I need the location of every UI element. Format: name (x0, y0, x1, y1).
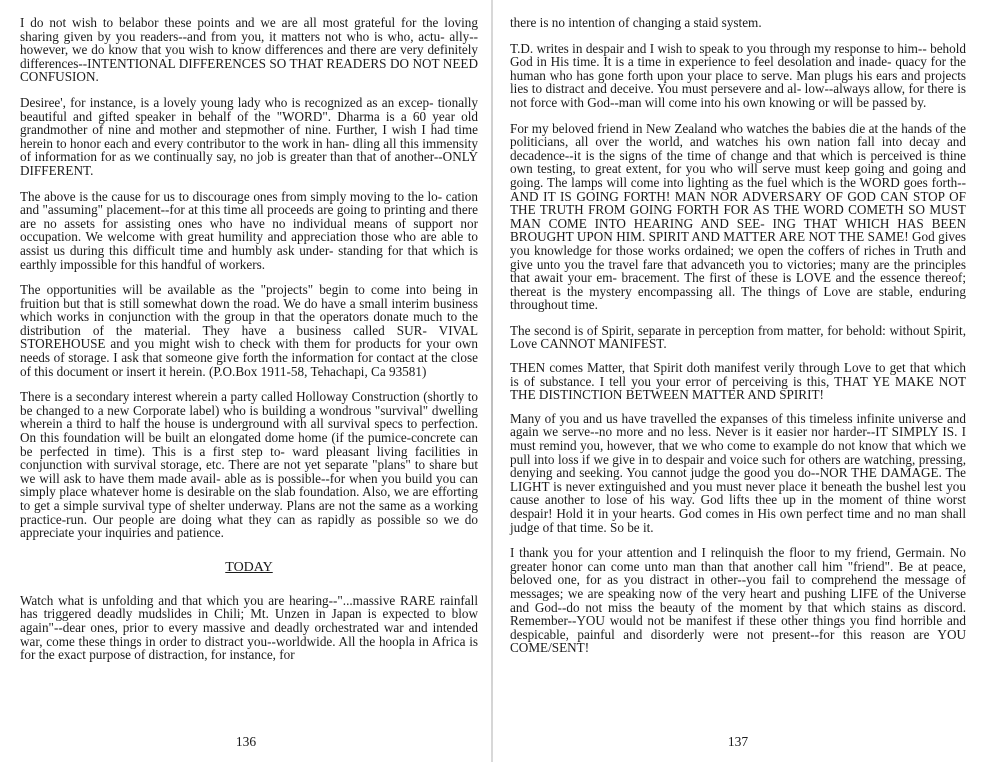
paragraph: The opportunities will be available as the "projects" begin to come into being in fruition but that is still somewhat down the road. We do have a small interim business which works in conjunction with the group in that the operators donate much to the distribution of the material. They have a business called SUR- VIVAL STOREHOUSE and you might wish to check with them for products for your own needs of storage. I ask that someone give forth the information for contact at the close of this document or insert it herein. (P.O.Box 1911-58, Tehachapi, Ca 93581) (20, 282, 478, 379)
paragraph: T.D. writes in despair and I wish to speak to you through my response to him-- behold God in His time. It is a time in experience to feel desolation and inade- quacy for the human who has gone forth upon your place to serve. Man plugs his ears and projects lies to distract and deceive. You must persevere and al- low--always allow, for there is not force with God--man will come into his own knowing or will be passed by. (510, 40, 966, 110)
paragraph: The second is of Spirit, separate in perception from matter, for behold: without Spirit, Love CANNOT MANIFEST. (510, 322, 966, 352)
paragraph: There is a secondary interest wherein a party called Holloway Construction (shortly to be changed to a new Corporate label) who is building a wondrous "survival" dwelling wherein a third to half the house is underground with all survival specs to perfection. On this foundation will be built an elongated dome home (if the pumice-concrete can be perfected in time). This is a first step to- ward pleasant living facilities in conjunction with survival storage, etc. There are not yet separate "plans" to share but we will ask to have them made avail- able as is possible--for when you build you can simply place whatever home is desirable on the slab foundation. Also, we are efforting to get a simple survival type of shelter underway. Plans are not the same as a working practice-run. Our people are doing what they can as rapidly as possible so we do appreciate your inquiries and patience. (20, 389, 478, 541)
page-number: 136 (235, 734, 257, 749)
paragraph: For my beloved friend in New Zealand who watches the babies die at the hands of the politicians, all over the world, and watches his own nation fall into decay and decadence--it is the signs of the time of change and that which is perceived is thine own testing, to great extent, for you who will serve must keep going and going and going. The lamps will come into lighting as the fuel which is the WORD goes forth--AND IT IS GOING FORTH! MAN NOR ADVERSARY OF GOD CAN STOP OF THE TRUTH FROM GOING FORTH FOR AS THE WORD COMETH SO MUST MAN COME INTO HEARING AND SEE- ING THAT WHICH HAS BEEN BROUGHT UPON HIM. SPIRIT AND MATTER ARE NOT THE SAME! God gives you knowledge for those works ordained; we open the coffers of riches in Truth and give unto you the travel fare that advanceth you to victories; many are the principles that await your em- bracement. The first of these is LOVE and the essence thereof; thereat is the mystery encompassing all. The things of Love are stable, enduring throughout time. (510, 120, 966, 313)
paragraph: Desiree', for instance, is a lovely young lady who is recognized as an excep- tionally beautiful and gifted speaker in behalf of the "WORD". Dharma is a 60 year old grandmother of nine and mother and stepmother of nine. Further, I wish I had time herein to honor each and every contributor to the work in han- dling all this immensity of information for as we continually say, no job is greater than that of another--ONLY DIFFERENT. (20, 94, 478, 178)
page-number: 137 (727, 734, 749, 749)
paragraph: THEN comes Matter, that Spirit doth manifest verily through Love to get that which is of substance. I tell you your error of perceiving is this, THAT YE MAKE NOT THE DISTINCTION BETWEEN MATTER AND SPIRIT! (510, 360, 966, 403)
paragraph: Many of you and us have travelled the expanses of this timeless infinite universe and again we serve--no more and no less. Never is it easier nor harder--IT SIMPLY IS. I must remind you, however, that we who come to example do not know that which we pull into loss if we give in to despair and voice such for others are watching, pressing, denying and seeking. You cannot judge the good you do--NOR THE DAMAGE. The LIGHT is never extinguished and you must never place it beneath the bushel lest you cause another to lose of his way. God lifts thee up in the moment of thine worst despair! Hold it in your hearts. God comes in His own perfect time and no man shall judge of that time. So be it. (510, 410, 966, 535)
section-heading: TODAY (225, 559, 273, 575)
paragraph: I do not wish to belabor these points and we are all most grateful for the loving sharing given by you readers--and from you, it matters not who is who, actu- ally--however, we do know that you wish to know differences and there are very definitely differences--INTENTIONAL DIFFERENCES SO THAT READERS DO NOT NEED CONFUSION. (20, 15, 478, 85)
paragraph: I thank you for your attention and I relinquish the floor to my friend, Germain. No greater honor can come unto man than that another call him "friend". Be at peace, beloved one, for as you distract in other--you fail to comprehend the message of messages; we are speaking now of the very heart and pushing LIFE of the Universe and God--do not miss the beauty of the moment by that which stains as discord. Remember--YOU would not be manifest if these other things you find horrible and despicable, painful and disorderly were not present--for this reason are YOU COME/SENT! (510, 545, 966, 656)
right-page (492, 0, 984, 762)
paragraph: Watch what is unfolding and that which you are hearing--"...massive RARE rainfall has triggered deadly mudslides in Chili; Mt. Unzen in Japan is expected to blow again"--dear ones, prior to every massive and deadly orchestrated war and intended war, come these things in order to distract you--worldwide. All the hoopla in Africa is for the exact purpose of distraction, for instance, for (20, 592, 478, 663)
paragraph: The above is the cause for us to discourage ones from simply moving to the lo- cation and "assuming" placement--for at this time all proceeds are going to printing and there are no assets for assisting ones who have no individual means of support nor occupation. We welcome with great humility and appreciation those who are able to assist us during this difficult time and humbly ask under- standing for that which is earthly impossible for this handful of workers. (20, 188, 478, 272)
paragraph: there is no intention of changing a staid system. (510, 15, 762, 30)
